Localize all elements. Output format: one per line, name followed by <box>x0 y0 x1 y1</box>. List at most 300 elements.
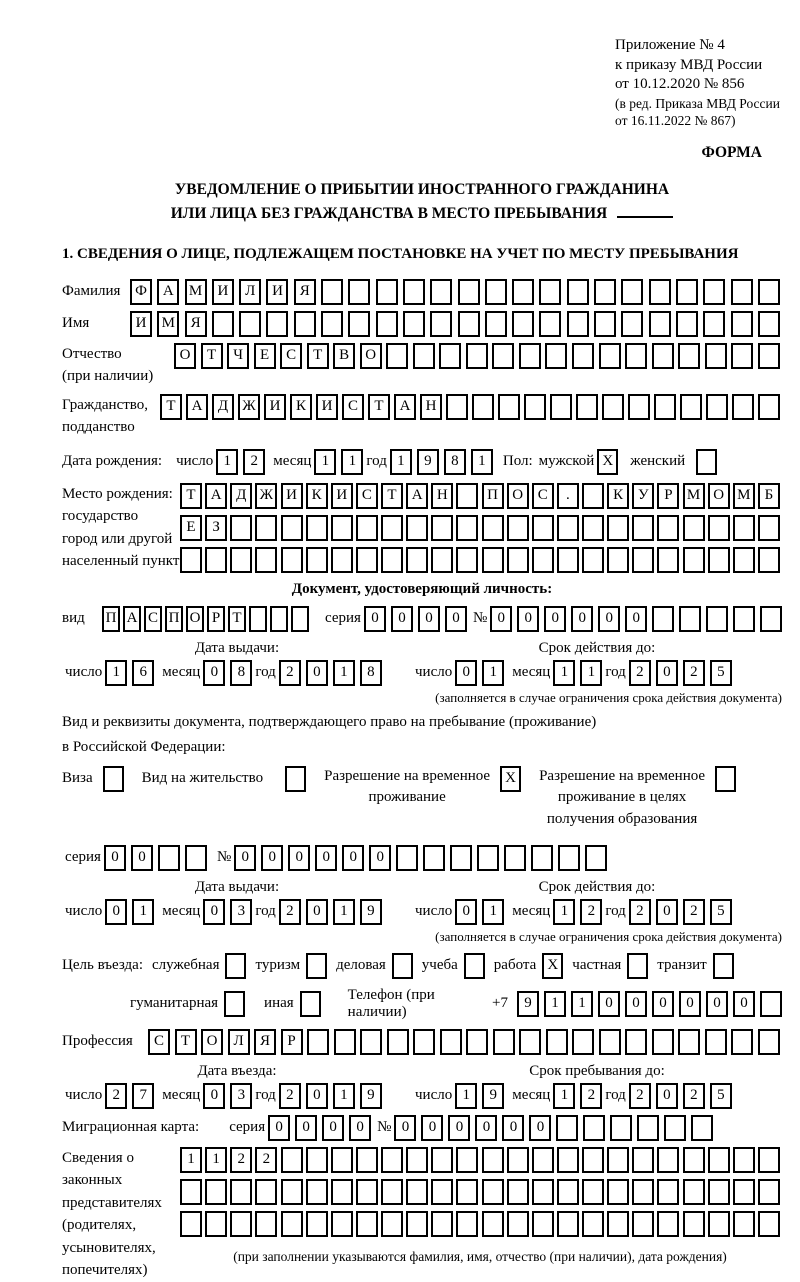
char-cell[interactable] <box>387 1029 409 1055</box>
char-cell[interactable] <box>185 845 207 871</box>
char-cell[interactable] <box>539 311 561 337</box>
char-cell[interactable] <box>545 343 567 369</box>
char-cell[interactable]: 0 <box>203 660 225 686</box>
char-cell[interactable]: Я <box>294 279 316 305</box>
char-cell[interactable]: Т <box>201 343 223 369</box>
char-cell[interactable] <box>381 547 403 573</box>
char-cell[interactable] <box>381 1179 403 1205</box>
char-cell[interactable]: 1 <box>333 660 355 686</box>
char-cell[interactable] <box>733 1211 755 1237</box>
char-cell[interactable] <box>708 1147 730 1173</box>
char-cell[interactable] <box>758 515 780 541</box>
char-cell[interactable]: Т <box>180 483 202 509</box>
char-cell[interactable] <box>507 1211 529 1237</box>
char-cell[interactable] <box>557 515 579 541</box>
char-cell[interactable] <box>431 1211 453 1237</box>
char-cell[interactable]: 1 <box>341 449 363 475</box>
char-cell[interactable]: 0 <box>598 606 620 632</box>
char-cell[interactable]: 8 <box>360 660 382 686</box>
char-cell[interactable]: 0 <box>490 606 512 632</box>
char-cell[interactable] <box>758 1211 780 1237</box>
char-cell[interactable] <box>557 1147 579 1173</box>
char-cell[interactable] <box>583 1115 605 1141</box>
char-cell[interactable] <box>482 515 504 541</box>
char-cell[interactable] <box>652 343 674 369</box>
char-cell[interactable] <box>381 515 403 541</box>
char-cell[interactable] <box>582 1179 604 1205</box>
char-cell[interactable] <box>431 515 453 541</box>
char-cell[interactable]: 0 <box>455 660 477 686</box>
char-cell[interactable]: 0 <box>306 899 328 925</box>
char-cell[interactable] <box>758 1179 780 1205</box>
char-cell[interactable]: К <box>290 394 312 420</box>
char-cell[interactable] <box>180 1179 202 1205</box>
char-cell[interactable]: 0 <box>679 991 701 1017</box>
char-cell[interactable] <box>381 1147 403 1173</box>
char-cell[interactable]: П <box>482 483 504 509</box>
char-cell[interactable]: 2 <box>279 1083 301 1109</box>
char-cell[interactable] <box>270 606 288 632</box>
char-cell[interactable] <box>654 394 676 420</box>
char-cell[interactable]: 0 <box>342 845 364 871</box>
char-cell[interactable]: 9 <box>360 899 382 925</box>
char-cell[interactable]: 0 <box>234 845 256 871</box>
char-cell[interactable] <box>733 547 755 573</box>
char-cell[interactable] <box>472 394 494 420</box>
char-cell[interactable] <box>582 1147 604 1173</box>
char-cell[interactable]: 2 <box>279 660 301 686</box>
char-cell[interactable] <box>758 279 780 305</box>
char-cell[interactable]: А <box>394 394 416 420</box>
char-cell[interactable]: 0 <box>203 899 225 925</box>
char-cell[interactable]: 9 <box>482 1083 504 1109</box>
char-cell[interactable]: 0 <box>364 606 386 632</box>
char-cell[interactable]: М <box>157 311 179 337</box>
char-cell[interactable]: С <box>356 483 378 509</box>
char-cell[interactable] <box>356 1211 378 1237</box>
char-cell[interactable] <box>664 1115 686 1141</box>
char-cell[interactable] <box>485 311 507 337</box>
char-cell[interactable] <box>758 394 780 420</box>
char-cell[interactable] <box>456 1211 478 1237</box>
char-cell[interactable] <box>683 1179 705 1205</box>
char-cell[interactable] <box>607 1211 629 1237</box>
char-cell[interactable] <box>331 547 353 573</box>
char-cell[interactable] <box>733 606 755 632</box>
char-cell[interactable]: А <box>205 483 227 509</box>
char-cell[interactable]: 0 <box>261 845 283 871</box>
char-cell[interactable]: 0 <box>203 1083 225 1109</box>
char-cell[interactable]: М <box>683 483 705 509</box>
char-cell[interactable] <box>281 1147 303 1173</box>
char-cell[interactable] <box>348 279 370 305</box>
char-cell[interactable]: Р <box>207 606 225 632</box>
char-cell[interactable] <box>683 1147 705 1173</box>
char-cell[interactable] <box>532 1211 554 1237</box>
char-cell[interactable]: 0 <box>295 1115 317 1141</box>
char-cell[interactable]: 0 <box>315 845 337 871</box>
char-cell[interactable]: П <box>165 606 183 632</box>
char-cell[interactable]: Ж <box>255 483 277 509</box>
char-cell[interactable]: К <box>306 483 328 509</box>
char-cell[interactable] <box>413 1029 435 1055</box>
char-cell[interactable]: С <box>148 1029 170 1055</box>
char-cell[interactable]: 0 <box>502 1115 524 1141</box>
char-cell[interactable] <box>731 343 753 369</box>
char-cell[interactable]: 0 <box>571 606 593 632</box>
char-cell[interactable] <box>594 279 616 305</box>
char-cell[interactable]: 0 <box>656 660 678 686</box>
char-cell[interactable] <box>708 1211 730 1237</box>
char-cell[interactable]: 1 <box>553 660 575 686</box>
char-cell[interactable]: 0 <box>455 899 477 925</box>
char-cell[interactable] <box>557 1179 579 1205</box>
char-cell[interactable] <box>758 1147 780 1173</box>
char-cell[interactable] <box>758 311 780 337</box>
purpose-tourism-checkbox[interactable] <box>306 953 327 979</box>
char-cell[interactable] <box>430 311 452 337</box>
char-cell[interactable] <box>458 311 480 337</box>
char-cell[interactable]: Б <box>758 483 780 509</box>
char-cell[interactable] <box>625 343 647 369</box>
title-blank-underline[interactable] <box>617 204 673 218</box>
char-cell[interactable] <box>403 279 425 305</box>
char-cell[interactable]: О <box>186 606 204 632</box>
char-cell[interactable] <box>439 343 461 369</box>
char-cell[interactable]: 0 <box>706 991 728 1017</box>
char-cell[interactable]: Т <box>368 394 390 420</box>
char-cell[interactable]: 2 <box>255 1147 277 1173</box>
char-cell[interactable] <box>504 845 526 871</box>
char-cell[interactable] <box>532 547 554 573</box>
char-cell[interactable] <box>532 1147 554 1173</box>
char-cell[interactable] <box>733 515 755 541</box>
char-cell[interactable] <box>334 1029 356 1055</box>
char-cell[interactable]: 2 <box>105 1083 127 1109</box>
char-cell[interactable]: 0 <box>268 1115 290 1141</box>
char-cell[interactable]: 0 <box>475 1115 497 1141</box>
char-cell[interactable] <box>572 343 594 369</box>
char-cell[interactable]: 0 <box>656 899 678 925</box>
residence-permit-checkbox[interactable] <box>285 766 306 792</box>
purpose-business-checkbox[interactable] <box>392 953 413 979</box>
char-cell[interactable]: К <box>607 483 629 509</box>
char-cell[interactable]: Р <box>657 483 679 509</box>
char-cell[interactable]: 2 <box>629 1083 651 1109</box>
char-cell[interactable] <box>531 845 553 871</box>
char-cell[interactable] <box>657 547 679 573</box>
char-cell[interactable] <box>230 1211 252 1237</box>
char-cell[interactable] <box>599 1029 621 1055</box>
char-cell[interactable]: 1 <box>180 1147 202 1173</box>
char-cell[interactable]: 9 <box>517 991 539 1017</box>
char-cell[interactable] <box>507 1179 529 1205</box>
char-cell[interactable] <box>556 1115 578 1141</box>
char-cell[interactable]: 0 <box>322 1115 344 1141</box>
char-cell[interactable] <box>632 515 654 541</box>
char-cell[interactable] <box>706 394 728 420</box>
char-cell[interactable]: Л <box>228 1029 250 1055</box>
char-cell[interactable] <box>406 1147 428 1173</box>
char-cell[interactable] <box>539 279 561 305</box>
char-cell[interactable] <box>708 547 730 573</box>
char-cell[interactable] <box>386 343 408 369</box>
char-cell[interactable]: 0 <box>306 1083 328 1109</box>
char-cell[interactable]: 2 <box>629 899 651 925</box>
char-cell[interactable]: 1 <box>482 899 504 925</box>
char-cell[interactable] <box>281 1179 303 1205</box>
char-cell[interactable] <box>306 1147 328 1173</box>
char-cell[interactable] <box>524 394 546 420</box>
char-cell[interactable] <box>567 311 589 337</box>
char-cell[interactable] <box>649 279 671 305</box>
char-cell[interactable] <box>607 1147 629 1173</box>
char-cell[interactable] <box>477 845 499 871</box>
char-cell[interactable] <box>657 1211 679 1237</box>
char-cell[interactable] <box>466 1029 488 1055</box>
char-cell[interactable] <box>507 547 529 573</box>
char-cell[interactable] <box>413 343 435 369</box>
char-cell[interactable]: С <box>342 394 364 420</box>
char-cell[interactable]: 1 <box>544 991 566 1017</box>
char-cell[interactable]: 1 <box>205 1147 227 1173</box>
char-cell[interactable] <box>492 343 514 369</box>
char-cell[interactable]: 0 <box>598 991 620 1017</box>
char-cell[interactable] <box>594 311 616 337</box>
char-cell[interactable] <box>731 311 753 337</box>
char-cell[interactable] <box>281 547 303 573</box>
char-cell[interactable]: 0 <box>306 660 328 686</box>
char-cell[interactable]: 0 <box>105 899 127 925</box>
purpose-study-checkbox[interactable] <box>464 953 485 979</box>
char-cell[interactable]: Т <box>160 394 182 420</box>
char-cell[interactable]: 0 <box>369 845 391 871</box>
char-cell[interactable]: 2 <box>580 899 602 925</box>
char-cell[interactable] <box>446 394 468 420</box>
char-cell[interactable]: 0 <box>625 991 647 1017</box>
char-cell[interactable] <box>512 279 534 305</box>
char-cell[interactable]: Д <box>212 394 234 420</box>
char-cell[interactable] <box>708 1179 730 1205</box>
char-cell[interactable] <box>406 515 428 541</box>
char-cell[interactable]: 0 <box>418 606 440 632</box>
char-cell[interactable] <box>255 1211 277 1237</box>
char-cell[interactable]: 9 <box>360 1083 382 1109</box>
char-cell[interactable] <box>678 343 700 369</box>
char-cell[interactable] <box>255 515 277 541</box>
char-cell[interactable] <box>456 515 478 541</box>
temp-residence-education-checkbox[interactable] <box>715 766 736 792</box>
char-cell[interactable]: 2 <box>629 660 651 686</box>
char-cell[interactable] <box>306 1211 328 1237</box>
char-cell[interactable] <box>733 1179 755 1205</box>
char-cell[interactable] <box>403 311 425 337</box>
char-cell[interactable]: И <box>130 311 152 337</box>
char-cell[interactable] <box>678 1029 700 1055</box>
char-cell[interactable]: 1 <box>314 449 336 475</box>
char-cell[interactable] <box>281 1211 303 1237</box>
char-cell[interactable] <box>507 1147 529 1173</box>
char-cell[interactable] <box>485 279 507 305</box>
char-cell[interactable] <box>680 394 702 420</box>
char-cell[interactable]: О <box>201 1029 223 1055</box>
char-cell[interactable]: 1 <box>471 449 493 475</box>
char-cell[interactable]: И <box>316 394 338 420</box>
char-cell[interactable] <box>519 1029 541 1055</box>
char-cell[interactable]: 0 <box>448 1115 470 1141</box>
char-cell[interactable]: 2 <box>243 449 265 475</box>
char-cell[interactable] <box>376 279 398 305</box>
char-cell[interactable]: 1 <box>553 899 575 925</box>
char-cell[interactable]: . <box>557 483 579 509</box>
char-cell[interactable]: 0 <box>394 1115 416 1141</box>
char-cell[interactable] <box>331 1179 353 1205</box>
char-cell[interactable]: И <box>264 394 286 420</box>
char-cell[interactable] <box>599 343 621 369</box>
char-cell[interactable]: 1 <box>571 991 593 1017</box>
char-cell[interactable]: С <box>532 483 554 509</box>
char-cell[interactable]: С <box>280 343 302 369</box>
char-cell[interactable] <box>760 991 782 1017</box>
char-cell[interactable] <box>306 547 328 573</box>
char-cell[interactable] <box>307 1029 329 1055</box>
char-cell[interactable] <box>230 1179 252 1205</box>
char-cell[interactable] <box>331 515 353 541</box>
char-cell[interactable] <box>582 547 604 573</box>
char-cell[interactable]: Е <box>180 515 202 541</box>
char-cell[interactable] <box>431 547 453 573</box>
char-cell[interactable]: 5 <box>710 660 732 686</box>
char-cell[interactable]: П <box>102 606 120 632</box>
char-cell[interactable] <box>291 606 309 632</box>
char-cell[interactable]: А <box>123 606 141 632</box>
char-cell[interactable] <box>607 1179 629 1205</box>
char-cell[interactable] <box>557 547 579 573</box>
char-cell[interactable]: 0 <box>104 845 126 871</box>
char-cell[interactable]: Р <box>281 1029 303 1055</box>
char-cell[interactable] <box>532 1179 554 1205</box>
char-cell[interactable] <box>356 547 378 573</box>
char-cell[interactable] <box>456 1179 478 1205</box>
char-cell[interactable] <box>582 483 604 509</box>
char-cell[interactable]: 3 <box>230 899 252 925</box>
char-cell[interactable]: 0 <box>544 606 566 632</box>
char-cell[interactable]: 1 <box>216 449 238 475</box>
char-cell[interactable] <box>205 1179 227 1205</box>
char-cell[interactable]: Л <box>239 279 261 305</box>
char-cell[interactable]: 1 <box>580 660 602 686</box>
char-cell[interactable] <box>649 311 671 337</box>
purpose-humanitarian-checkbox[interactable] <box>224 991 245 1017</box>
char-cell[interactable]: Т <box>228 606 246 632</box>
char-cell[interactable] <box>512 311 534 337</box>
char-cell[interactable] <box>576 394 598 420</box>
char-cell[interactable] <box>180 547 202 573</box>
char-cell[interactable]: 0 <box>288 845 310 871</box>
char-cell[interactable]: 1 <box>105 660 127 686</box>
char-cell[interactable]: 2 <box>230 1147 252 1173</box>
char-cell[interactable] <box>632 1179 654 1205</box>
char-cell[interactable] <box>239 311 261 337</box>
char-cell[interactable] <box>652 606 674 632</box>
char-cell[interactable] <box>632 547 654 573</box>
char-cell[interactable] <box>733 1147 755 1173</box>
char-cell[interactable] <box>572 1029 594 1055</box>
char-cell[interactable]: З <box>205 515 227 541</box>
char-cell[interactable] <box>281 515 303 541</box>
char-cell[interactable] <box>683 1211 705 1237</box>
char-cell[interactable]: И <box>212 279 234 305</box>
char-cell[interactable] <box>456 547 478 573</box>
char-cell[interactable]: 8 <box>444 449 466 475</box>
char-cell[interactable] <box>431 1179 453 1205</box>
char-cell[interactable]: 0 <box>349 1115 371 1141</box>
char-cell[interactable] <box>356 1179 378 1205</box>
char-cell[interactable] <box>585 845 607 871</box>
purpose-other-checkbox[interactable] <box>300 991 321 1017</box>
char-cell[interactable] <box>557 1211 579 1237</box>
char-cell[interactable]: 8 <box>230 660 252 686</box>
purpose-official-checkbox[interactable] <box>225 953 246 979</box>
char-cell[interactable]: 0 <box>625 606 647 632</box>
char-cell[interactable] <box>683 515 705 541</box>
visa-checkbox[interactable] <box>103 766 124 792</box>
char-cell[interactable] <box>676 279 698 305</box>
char-cell[interactable] <box>507 515 529 541</box>
char-cell[interactable] <box>758 547 780 573</box>
char-cell[interactable] <box>331 1211 353 1237</box>
char-cell[interactable] <box>376 311 398 337</box>
char-cell[interactable]: У <box>632 483 654 509</box>
char-cell[interactable] <box>676 311 698 337</box>
char-cell[interactable]: Е <box>254 343 276 369</box>
char-cell[interactable] <box>356 515 378 541</box>
char-cell[interactable] <box>356 1147 378 1173</box>
char-cell[interactable]: 2 <box>580 1083 602 1109</box>
char-cell[interactable] <box>621 279 643 305</box>
char-cell[interactable] <box>431 1147 453 1173</box>
char-cell[interactable] <box>158 845 180 871</box>
char-cell[interactable]: 5 <box>710 1083 732 1109</box>
char-cell[interactable]: Я <box>254 1029 276 1055</box>
char-cell[interactable] <box>558 845 580 871</box>
char-cell[interactable] <box>691 1115 713 1141</box>
char-cell[interactable]: 0 <box>445 606 467 632</box>
char-cell[interactable] <box>430 279 452 305</box>
char-cell[interactable] <box>458 279 480 305</box>
char-cell[interactable] <box>567 279 589 305</box>
char-cell[interactable] <box>758 343 780 369</box>
char-cell[interactable]: О <box>174 343 196 369</box>
char-cell[interactable] <box>423 845 445 871</box>
char-cell[interactable]: 1 <box>455 1083 477 1109</box>
char-cell[interactable] <box>632 1211 654 1237</box>
char-cell[interactable] <box>306 1179 328 1205</box>
char-cell[interactable] <box>450 845 472 871</box>
char-cell[interactable]: 0 <box>131 845 153 871</box>
char-cell[interactable] <box>760 606 782 632</box>
char-cell[interactable] <box>546 1029 568 1055</box>
char-cell[interactable]: 1 <box>333 1083 355 1109</box>
char-cell[interactable]: 1 <box>333 899 355 925</box>
char-cell[interactable]: И <box>331 483 353 509</box>
char-cell[interactable] <box>466 343 488 369</box>
char-cell[interactable]: Я <box>185 311 207 337</box>
char-cell[interactable] <box>607 515 629 541</box>
char-cell[interactable]: Ч <box>227 343 249 369</box>
char-cell[interactable] <box>582 1211 604 1237</box>
char-cell[interactable] <box>348 311 370 337</box>
